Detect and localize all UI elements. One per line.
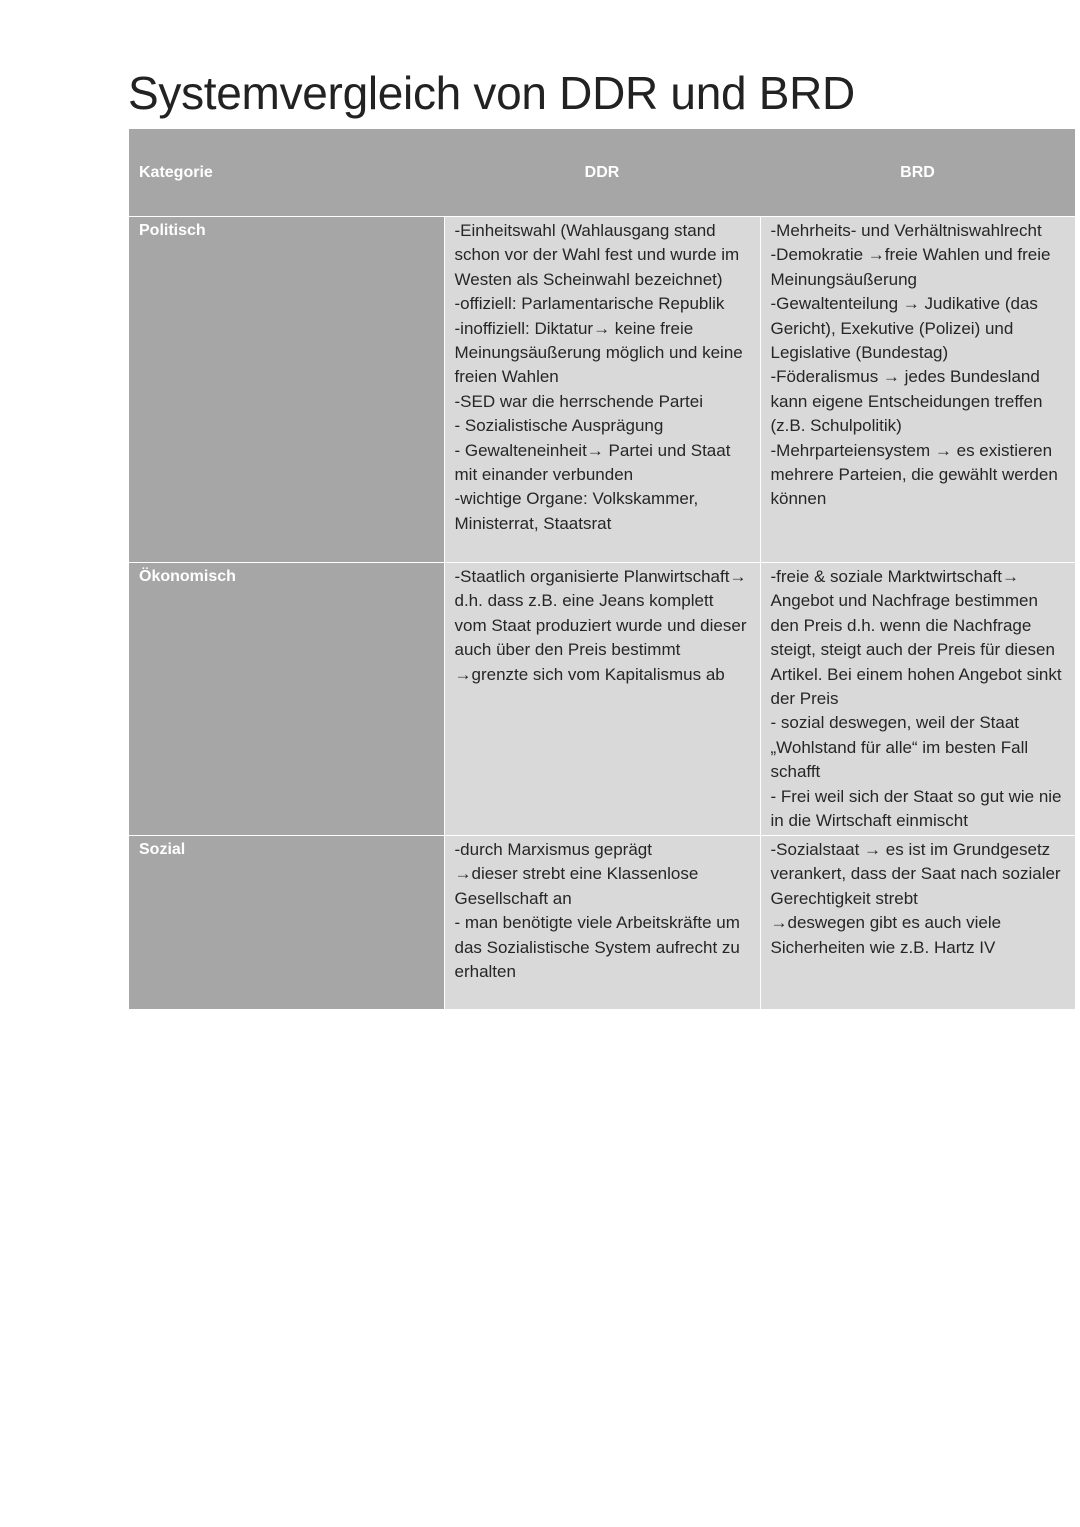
ddr-cell: [444, 836, 760, 1010]
cell-line: -durch Marxismus geprägt: [454, 840, 652, 859]
cell-line: - Sozialistische Ausprägung: [454, 416, 664, 436]
cell-line: -Staatlich organisierte Planwirtschaft→ d.h. dass z.B. eine Jeans komplett vom Staat produziert wurde und dieser auch über den Preis bestimmt: [454, 567, 747, 660]
ddr-cell: [444, 217, 760, 563]
cell-line: -inoffiziell: Diktatur→ keine freie Meinungsäußerung möglich und keine freien Wahlen: [454, 318, 743, 387]
cell-line: →dieser strebt eine Klassenlose Gesellschaft an: [454, 864, 699, 908]
cell-line: - Gewalteneinheit→ Partei und Staat mit einander verbunden: [454, 440, 731, 485]
category-cell: Sozial: [129, 836, 444, 1010]
table-row-sozial: [129, 836, 1075, 1010]
cell-line: -Mehrheits- und Verhältniswahlrecht: [770, 221, 1042, 240]
cell-line: -Gewaltenteilung → Judikative (das Gericht), Exekutive (Polizei) und Legislative (Bundestag): [770, 294, 1038, 363]
table-row-politisch: [129, 217, 1075, 563]
header-kategorie: Kategorie: [129, 129, 444, 217]
brd-cell: [760, 563, 1075, 836]
cell-line: -SED war die herrschende Partei: [454, 391, 704, 411]
cell-line: -Demokratie →freie Wahlen und freie Meinungsäußerung: [770, 245, 1051, 289]
cell-line: -freie & soziale Marktwirtschaft→ Angebot und Nachfrage bestimmen den Preis d.h. wenn die Nachfrage steigt, steigt auch der Preis für diesen Artikel. Bei einem hohen Angebot sinkt der Preis: [770, 567, 1062, 709]
cell-line: -Sozialstaat → es ist im Grundgesetz verankert, dass der Saat nach sozialer Gerechtigkeit strebt: [770, 840, 1061, 908]
cell-line: -Einheitswahl (Wahlausgang stand schon vor der Wahl fest und wurde im Westen als Scheinwahl bezeichnet): [454, 221, 740, 289]
header-ddr: DDR: [444, 129, 760, 217]
cell-line: →grenzte sich vom Kapitalismus ab: [454, 664, 725, 684]
comparison-table: [129, 129, 1075, 1009]
brd-cell: [760, 217, 1075, 563]
cell-line: -Mehrparteiensystem → es existieren mehrere Parteien, die gewählt werden können: [770, 440, 1058, 509]
brd-cell: [760, 836, 1075, 1010]
ddr-cell: [444, 563, 760, 836]
page-title: Systemvergleich von DDR und BRD: [128, 67, 855, 119]
cell-line: -wichtige Organe: Volkskammer, Ministerrat, Staatsrat: [454, 489, 699, 533]
category-cell: Ökonomisch: [129, 563, 444, 836]
header-brd: BRD: [760, 129, 1075, 217]
table-header-row: [129, 129, 1075, 217]
cell-line: →deswegen gibt es auch viele Sicherheiten wie z.B. Hartz IV: [770, 913, 1002, 957]
table-row-oekonomisch: [129, 563, 1075, 836]
cell-line: - Frei weil sich der Staat so gut wie nie in die Wirtschaft einmischt: [770, 786, 1062, 831]
cell-line: - sozial deswegen, weil der Staat „Wohlstand für alle“ im besten Fall schafft: [770, 713, 1029, 782]
cell-line: - man benötigte viele Arbeitskräfte um das Sozialistische System aufrecht zu erhalten: [454, 913, 740, 982]
category-cell: Politisch: [129, 217, 444, 563]
cell-line: -Föderalismus → jedes Bundesland kann eigene Entscheidungen treffen (z.B. Schulpolitik): [770, 367, 1043, 436]
cell-line: -offiziell: Parlamentarische Republik: [454, 294, 725, 314]
